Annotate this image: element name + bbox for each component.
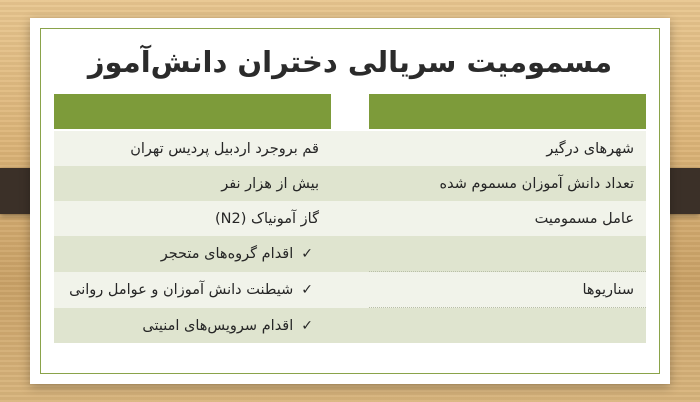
row-label-empty-2: [369, 308, 646, 344]
scenario-text-1: اقدام گروه‌های متحجر: [160, 246, 294, 262]
info-table: [54, 94, 646, 343]
table-header-row: [54, 94, 646, 130]
row-label-empty-1: [369, 236, 646, 272]
table-header-gap: [331, 94, 369, 130]
row-value-count: بیش از هزار نفر: [54, 166, 331, 201]
row-label-scenarios: سناریوها: [369, 272, 646, 308]
scenario-text-3: اقدام سرویس‌های امنیتی: [142, 317, 294, 334]
row-value-scenario-1: [54, 236, 331, 272]
table-row: [54, 236, 646, 272]
table-row: [54, 130, 646, 166]
row-label-agent: عامل مسمومیت: [369, 201, 646, 236]
table-row: [54, 166, 646, 201]
row-gap: [331, 308, 369, 344]
row-gap: [331, 236, 369, 272]
row-gap: [331, 272, 369, 308]
row-gap: [331, 166, 369, 201]
table-row: [54, 308, 646, 344]
slide-title: مسمومیت سریالی دختران دانش‌آموز: [87, 45, 613, 79]
table-header-cell-label: [369, 94, 646, 130]
row-value-scenario-3: [54, 308, 331, 344]
table-row: [54, 201, 646, 236]
row-value-cities: قم بروجرد اردبیل پردیس تهران: [54, 130, 331, 166]
table-header-cell-value: [54, 94, 331, 130]
check-icon: ✓: [301, 281, 313, 298]
row-gap: [331, 201, 369, 236]
row-gap: [331, 130, 369, 166]
check-icon: ✓: [301, 317, 313, 334]
row-label-cities: شهرهای درگیر: [369, 130, 646, 166]
row-label-count: تعداد دانش آموزان مسموم شده: [369, 166, 646, 201]
scenario-text-2: شیطنت دانش آموزان و عوامل روانی: [69, 281, 294, 298]
slide-content: [54, 38, 646, 366]
row-value-scenario-2: [54, 272, 331, 308]
row-value-agent: گاز آمونیاک (N2): [54, 201, 331, 236]
check-icon: ✓: [301, 246, 313, 262]
slide-card: [30, 18, 670, 384]
table-row: [54, 272, 646, 308]
